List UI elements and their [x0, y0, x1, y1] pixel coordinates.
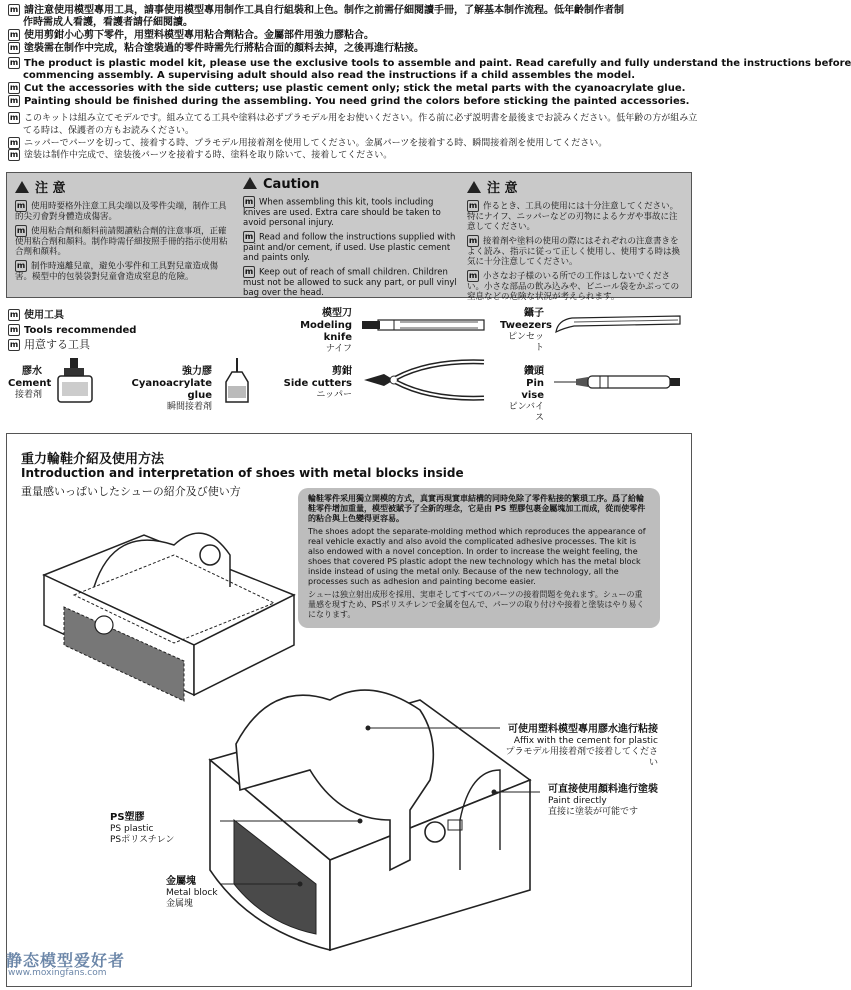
intro-en-line-3: Cut the accessories with the side cutters; use plastic cement only; stick the metal parts with the cyanoacrylate glue. — [24, 83, 686, 94]
callout-paint: 可直接使用顏料進行塗裝 Paint directly 直接に塗装が可能です — [548, 784, 658, 817]
callout-metal-block: 金屬塊 Metal block 金属塊 — [166, 876, 218, 909]
desc-en: The shoes adopt the separate-molding method which reproduces the appearance of real vehicle exactly and also avoid the complicated adhesive processes. The kit is also endowed with a novel conception. In order to increase the weight feeling, the shoes that covered PS plastic adopt the new technology which has the metal block inside instead of using the metal only. Because of the new technology, all the processes such as adhesion and painting become easier. — [308, 527, 646, 586]
intro-jp-line-2: てる時は、保護者の方もお読みください。 — [23, 125, 195, 136]
lang-marker-icon: m — [9, 5, 19, 14]
watermark-url: www.moxingfans.com — [8, 968, 107, 978]
tool-side-cutters-label: 剪鉗 Side cutters ニッパー — [283, 366, 352, 400]
caution-jp-heading: 注 意 — [487, 181, 518, 196]
lang-marker-icon: m — [244, 197, 254, 206]
tool-modeling-knife-label: 模型刀 Modeling knife ナイフ — [300, 308, 352, 354]
lang-marker-icon: m — [9, 83, 19, 92]
intro-jp-line-4: 塗装は制作中完成で、塗装後パーツを接着する時、塗料を取り除いて、接着してください。 — [24, 150, 393, 161]
caution-zh-item: 使用時要格外注意工具尖端以及零件尖端，制作工具的尖刃會對身體造成傷害。 — [15, 201, 227, 222]
caution-en-item: Keep out of reach of small children. Children must not be allowed to suck any part, or pull vinyl bag over the head. — [243, 267, 457, 298]
callout-ps-plastic: PS塑膠 PS plastic PSポリスチレン — [110, 812, 175, 845]
tools-heading: m 使用工具 m Tools recommended m 用意する工具 — [9, 310, 137, 351]
lang-marker-icon: m — [244, 232, 254, 241]
tool-tweezers-label: 鑷子 Tweezers ピンセット — [500, 308, 553, 353]
lang-marker-icon: m — [9, 113, 19, 122]
intro-en-line-1: The product is plastic model kit, please use the exclusive tools to assemble and paint. Read carefully and fully understand the instructions before — [24, 58, 851, 69]
caution-jp-item: 小さなお子様のいる所での工作はしないでください。小さな部品の飲み込みや、ビニール袋をかぶっての窒息などの危険な状況が考えられます。 — [467, 271, 680, 302]
lang-marker-icon: m — [9, 340, 19, 349]
desc-zh: 輪鞋零件采用獨立開模的方式，真實再現實車結構的同時免除了零件粘接的繁瑣工序。爲了給輪鞋零件增加重量，模型被賦予了全新的理念，它是由 PS 塑膠包裹金屬塊加工而成，從而使零件的粘合與上色變得更容易。 — [308, 494, 646, 523]
intro-zh-line-3: 使用剪鉗小心剪下零件，用塑料模型專用粘合劑粘合。金屬部件用強力膠粘合。 — [24, 30, 374, 41]
intro-en-line-4: Painting should be finished during the assembling. You need grind the colors before sticking the painted accessories. — [24, 96, 690, 107]
tool-pin-vise-label: 鑽頭 Pin vise ピンバイス — [508, 366, 544, 423]
lang-marker-icon: m — [9, 310, 19, 319]
lang-marker-icon: m — [9, 137, 19, 147]
caution-zh-heading: 注 意 — [35, 181, 66, 196]
lang-marker-icon: m — [9, 150, 19, 159]
section-title-en: Introduction and interpretation of shoes with metal blocks inside — [21, 466, 464, 480]
lang-marker-icon: m — [16, 261, 26, 270]
intro-en-line-2: commencing assembly. A supervising adult should also read the instructions if a child assembles the model. — [23, 70, 636, 81]
caution-en-heading: Caution — [263, 177, 320, 192]
lang-marker-icon: m — [16, 226, 26, 235]
lang-marker-icon: m — [244, 267, 254, 276]
caution-zh-item: 使用粘合劑和顏料前請閱讀粘合劑的注意事項，正確使用粘合劑和顏料。制作時需仔細按照手冊的指示使用粘合劑和顏料。 — [15, 226, 228, 257]
intro-zh-line-4: 塗裝需在制作中完成，粘合塗裝過的零件時需先行將粘合面的顏料去掉，之後再進行粘接。 — [24, 43, 424, 54]
tool-cement-label: 膠水 Cement 接着剤 — [8, 366, 52, 400]
intro-zh-line-2: 作時需成人看護，看護者請仔細閱讀。 — [23, 17, 193, 28]
caution-zh-item: 制作時遠離兒童，避免小零件和工具對兒童造成傷害。模型中的包裝袋對兒童會造成窒息的危險。 — [15, 261, 219, 282]
lang-marker-icon: m — [468, 201, 478, 210]
lang-marker-icon: m — [9, 96, 19, 105]
caution-en-item: When assembling this kit, tools including knives are used. Extra care should be taken to avoid personal injury. — [243, 197, 441, 228]
lang-marker-icon: m — [9, 325, 19, 334]
section-title-zh: 重力輪鞋介紹及使用方法 — [21, 452, 165, 467]
caution-en-item: Read and follow the instructions supplied with paint and/or cement, if used. Use plastic cement and paints only. — [243, 232, 456, 263]
tool-cyanoacrylate-glue-label: 強力膠 Cyanoacrylate glue 瞬間接着剤 — [131, 366, 212, 412]
intro-zh-line-1: 請注意使用模型專用工具，請事使用模型專用制作工具自行組裝和上色。制作之前需仔細閱讀手冊，了解基本制作流程。低年齡制作者制 — [24, 5, 624, 16]
lang-marker-icon: m — [468, 271, 478, 280]
caution-jp-item: 接着剤や塗料の使用の際にはそれぞれの注意書きをよく読み、指示に従って正しく使用し、使用する時は換気に十分注意してください。 — [467, 236, 681, 267]
lang-marker-icon: m — [9, 30, 19, 39]
intro-jp-line-1: このキットは組み立てモデルです。組み立てる工具や塗料は必ずプラモデル用をお使いください。作る前に必ず説明書を最後までお読みください。低年齢の方が組み立 — [24, 113, 698, 124]
lang-marker-icon: m — [16, 201, 26, 210]
lang-marker-icon: m — [9, 58, 19, 67]
lang-marker-icon: m — [468, 236, 478, 245]
section-title-jp: 重量感いっぱいしたシューの紹介及び使い方 — [21, 485, 241, 498]
caution-jp-item: 作るとき、工具の使用には十分注意してください。特にナイフ、ニッパーなどの刃物によるケガや事故に注意してください。 — [467, 201, 679, 232]
callout-cement: 可使用塑料模型專用膠水進行粘接 Affix with the cement for plastic プラモデル用接着剤で接着してください — [505, 724, 658, 768]
desc-jp: シューは独立射出成形を採用、実車そしてすべてのパーツの接着問題を免れます。シューの重量感を現すため、PSポリスチレンで金属を包んで、パーツの取り付けや接着と塗装はやり易くになります。 — [308, 590, 645, 619]
lang-marker-icon: m — [9, 43, 19, 52]
intro-jp-line-3: ニッパーでパーツを切って、接着する時、プラモデル用接着剤を使用してください。金属パーツを接着する時、瞬間接着剤を使用してください。 — [24, 138, 608, 148]
watermark-logo: 静态模型爱好者 — [6, 951, 126, 970]
